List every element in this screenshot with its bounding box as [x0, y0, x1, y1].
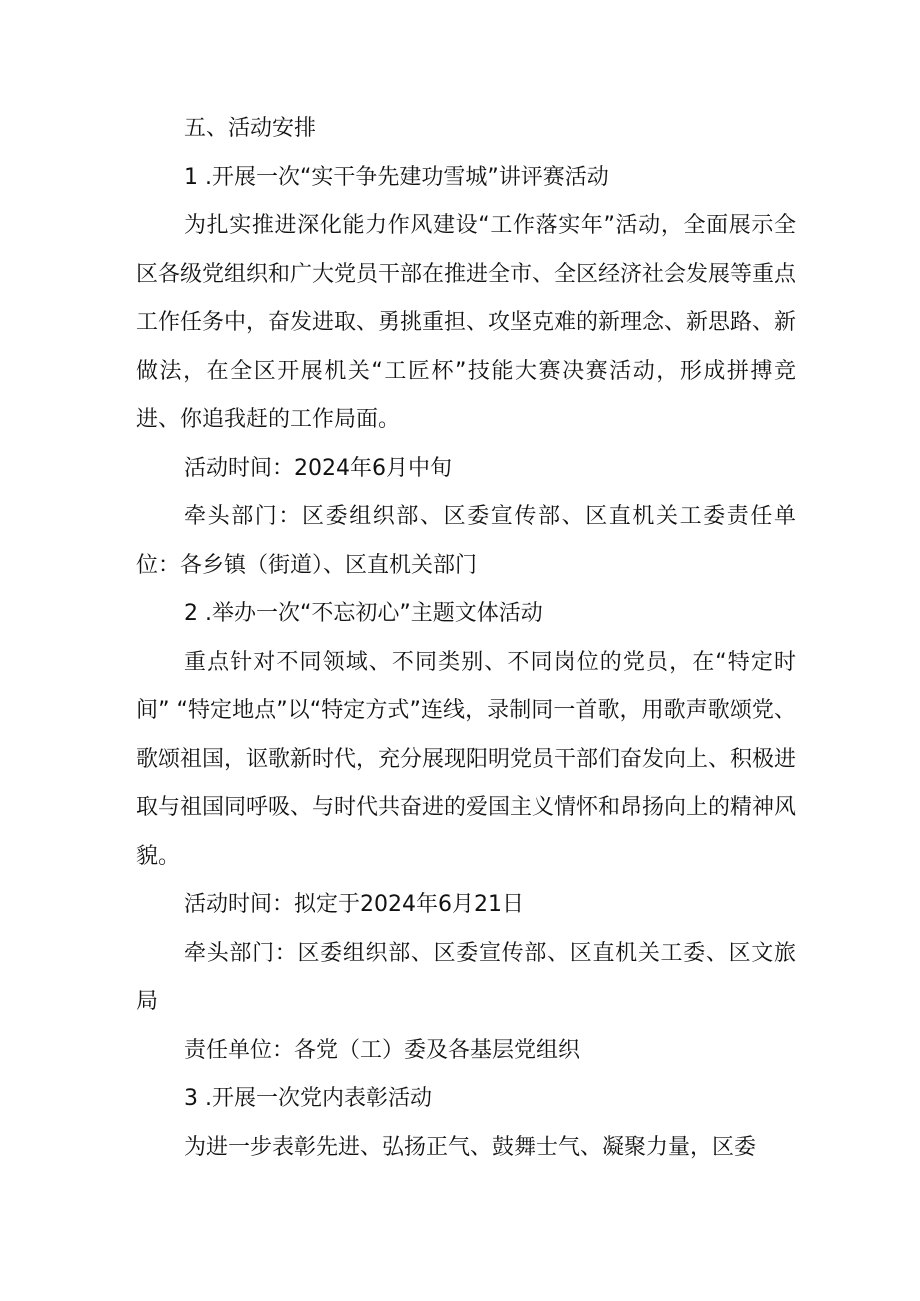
item-2-lead: 牵头部门：区委组织部、区委宣传部、区直机关工委、区文旅局	[136, 940, 796, 1014]
item-1-title: 1 .开展一次“实干争先建功雪城”讲评赛活动	[184, 164, 609, 190]
document-body	[136, 105, 796, 1172]
item-1-body: 为扎实推进深化能力作风建设“工作落实年”活动，全面展示全区各级党组织和广大党员干部在推进全市、全区经济社会发展等重点工作任务中，奋发进取、勇挑重担、攻坚克难的新理念、新思路、新做法，在全区开展机关“工匠杯”技能大赛决赛活动，形成拼搏竞进、你追我赶的工作局面。	[136, 213, 797, 432]
item-3-title: 3 .开展一次党内表彰活动	[184, 1086, 432, 1111]
item-1-lead: 牵头部门：区委组织部、区委宣传部、区直机关工委责任单位：各乡镇（街道）、区直机关部门	[136, 504, 796, 578]
section-heading: 五、活动安排	[184, 116, 317, 141]
item-2-responsible: 责任单位：各党（工）委及各基层党组织	[184, 1037, 581, 1063]
item-2-time: 活动时间：拟定于2024年6月21日	[184, 892, 524, 917]
item-1-time: 活动时间：2024年6月中旬	[184, 455, 452, 481]
item-2-body: 重点针对不同领域、不同类别、不同岗位的党员，在“特定时间” “特定地点”以“特定方式”连线，录制同一首歌，用歌声歌颂党、歌颂祖国，讴歌新时代，充分展现阳明党员干部们奋发向上、积极进取与祖国同呼吸、与时代共奋进的爱国主义情怀和昂扬向上的精神风貌。	[136, 649, 797, 869]
item-3-body: 为进一步表彰先进、弘扬正气、鼓舞士气、凝聚力量，区委	[184, 1134, 757, 1160]
item-2-title: 2 .举办一次“不忘初心”主题文体活动	[184, 601, 543, 626]
